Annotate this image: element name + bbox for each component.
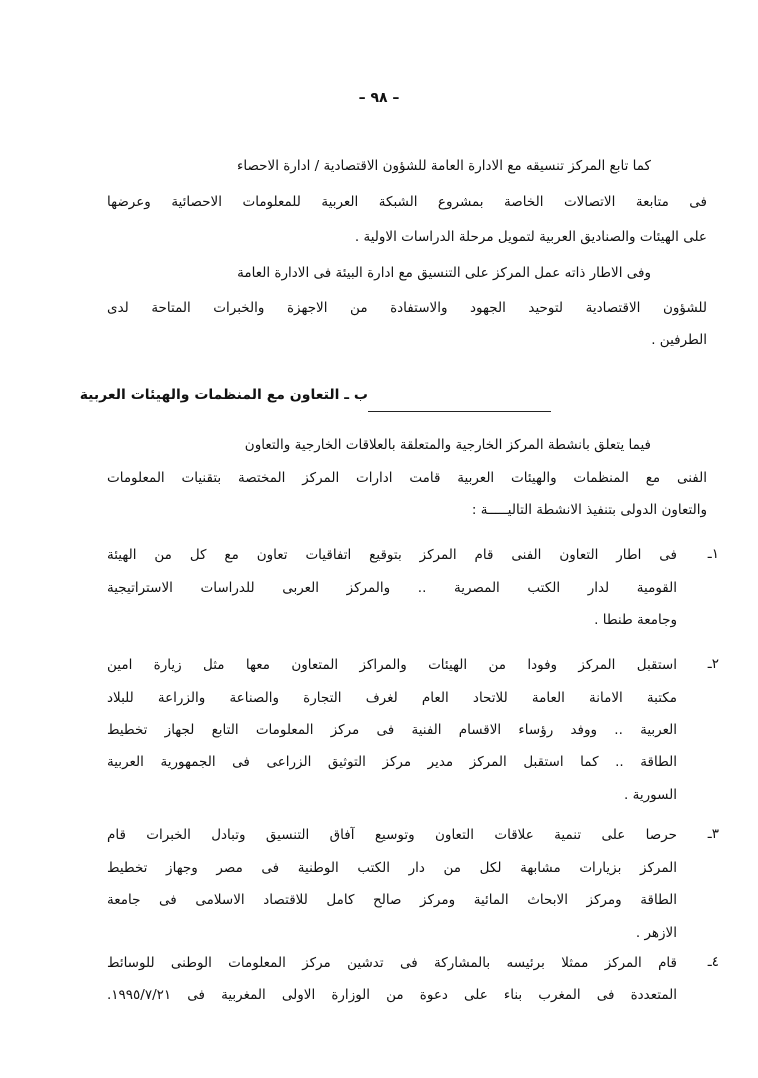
item-number: ٤ـ [707, 954, 719, 970]
list-item-line: القومية لدار الكتب المصرية .. والمركز العربى للدراسات الاستراتيجية [107, 580, 677, 596]
list-item-line: الطاقة .. كما استقبل المركز مدير مركز التوثيق الزراعى فى الجمهورية العربية [107, 754, 677, 770]
item-number: ١ـ [707, 546, 719, 562]
page-number: – ٩٨ – [358, 90, 400, 106]
paragraph-3-line: الفنى مع المنظمات والهيئات العربية قامت ادارات المركز المختصة بتقنيات المعلومات [107, 470, 707, 486]
list-item-line: وجامعة طنطا . [594, 612, 677, 628]
list-item-line: المتعددة فى المغرب بناء على دعوة من الوزارة الاولى المغربية فى ١٩٩٥/٧/٢١. [107, 987, 677, 1003]
section-heading: ب ـ التعاون مع المنظمات والهيئات العربية [79, 387, 368, 403]
paragraph-2-line: وفى الاطار ذاته عمل المركز على التنسيق مع ادارة البيئة فى الادارة العامة [237, 265, 651, 281]
paragraph-1-line: على الهيئات والصناديق العربية لتمويل مرحلة الدراسات الاولية . [354, 229, 707, 245]
list-item-line: العربية .. ووفد رؤساء الاقسام الفنية فى مركز المعلومات التابع لجهاز تخطيط [107, 722, 677, 738]
paragraph-2-line: للشؤون الاقتصادية لتوحيد الجهود والاستفادة من الاجهزة والخبرات المتاحة لدى [107, 300, 707, 316]
list-item-line: السورية . [624, 787, 677, 803]
list-item-line: استقبل المركز وفودا من الهيئات والمراكز المتعاون معها مثل زيارة امين [107, 657, 677, 673]
paragraph-3-line: فيما يتعلق بانشطة المركز الخارجية والمتعلقة بالعلاقات الخارجية والتعاون [244, 437, 651, 453]
list-item-line: المركز بزيارات مشابهة لكل من دار الكتب الوطنية فى مصر وجهاز تخطيط [107, 860, 677, 876]
heading-underline [368, 411, 551, 412]
list-item-line: الازهر . [635, 925, 677, 941]
paragraph-3-line: والتعاون الدولى بتنفيذ الانشطة التاليـــــة : [471, 502, 707, 518]
paragraph-2-line: الطرفين . [651, 332, 707, 348]
item-number: ٣ـ [707, 826, 719, 842]
paragraph-1-line: فى متابعة الاتصالات الخاصة بمشروع الشبكة العربية للمعلومات الاحصائية وعرضها [107, 194, 707, 210]
list-item-line: قام المركز ممثلا برئيسه بالمشاركة فى تدشين مركز المعلومات الوطنى للوسائط [107, 955, 677, 971]
list-item-line: الطاقة ومركز الابحاث المائية ومركز صالح كامل للاقتصاد الاسلامى فى جامعة [107, 892, 677, 908]
list-item-line: مكتبة الامانة العامة للاتحاد العام لغرف التجارة والصناعة والزراعة للبلاد [107, 690, 677, 706]
list-item-line: فى اطار التعاون الفنى قام المركز بتوقيع اتفاقيات تعاون مع كل من الهيئة [107, 547, 677, 563]
paragraph-1-line: كما تابع المركز تنسيقه مع الادارة العامة للشؤون الاقتصادية / ادارة الاحصاء [236, 158, 651, 174]
list-item-line: حرصا على تنمية علاقات التعاون وتوسيع آفاق التنسيق وتبادل الخبرات قام [107, 827, 677, 843]
item-number: ٢ـ [707, 656, 719, 672]
